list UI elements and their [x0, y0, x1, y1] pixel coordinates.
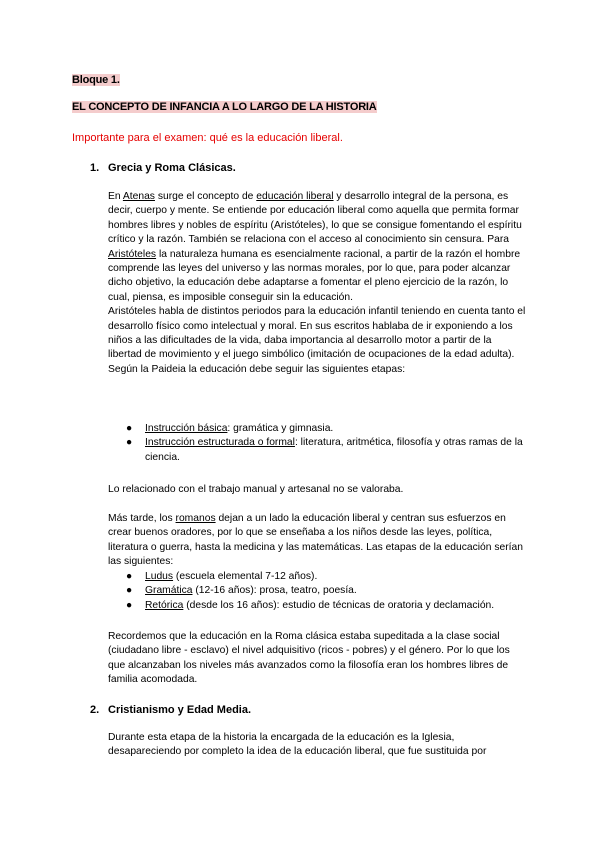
paragraph-roma-clasica: Recordemos que la educación en la Roma clásica estaba supeditada a la clase social (ciudadano libre - esclavo) el nivel adquisitivo (ricos - pobres) y el género. Por lo que los que alcanzaban los niveles más avanzados como la filosofía eran los hombres libres de familia acomodada. — [108, 631, 510, 686]
list-item: ● Instrucción estructurada o formal: literatura, aritmética, filosofía y otras ramas de la ciencia. — [126, 437, 523, 463]
paragraph-atenas: En Atenas surge el concepto de educación liberal y desarrollo integral de la persona, es decir, cuerpo y mente. Se entiende por educación liberal como aquella que permita formar hombres libres y nobles de espíritu (Aristóteles), lo que se consigue fomentando el espíritu crítico y la razón. También se relaciona con el acceso al conocimiento sin censura. Para Aristóteles la naturaleza humana es esencialmente racional, a partir de la razón el hombre comprende las leyes del universo y las normas morales, por lo que, para poder alcanzar dicho objetivo, la educación debe adaptarse a fomentar el pleno ejercicio de la razón, lo cual, piensa, es imposible conseguir sin la educación. — [108, 191, 522, 303]
roman-stages-list — [126, 570, 531, 613]
bullet-icon: ● — [126, 571, 133, 582]
important-note: Importante para el examen: qué es la educación liberal. — [72, 132, 343, 144]
section-2-title: Cristianismo y Edad Media. — [108, 704, 252, 716]
section-1-number: 1. — [90, 162, 100, 174]
paideia-stages-list — [126, 422, 531, 465]
section-1-title: Grecia y Roma Clásicas. — [108, 162, 236, 174]
paragraph-romanos: Más tarde, los romanos dejan a un lado la educación liberal y centran sus esfuerzos en crear buenos oradores, por lo que se enseñaba a los niños desde las leyes, política, literatura o guerra, hasta la medicina y las matemáticas. Las etapas de la educación serían las siguientes: — [108, 513, 523, 568]
bullet-icon: ● — [126, 423, 133, 434]
section-1-body — [108, 190, 528, 377]
atenas-link: Atenas — [122, 191, 155, 202]
paragraph-iglesia: Durante esta etapa de la historia la encargada de la educación es la Iglesia, desapareciendo por completo la idea de la educación liberal, que fue sustituida por — [108, 732, 487, 758]
list-item: ● Gramática (12-16 años): prosa, teatro, poesía. — [126, 584, 531, 598]
list-item: ● Retórica (desde los 16 años): estudio de técnicas de oratoria y declamación. — [126, 599, 531, 613]
list-item: ● Instrucción básica: gramática y gimnasia. — [126, 422, 531, 436]
aristoteles-link: Aristóteles — [108, 248, 157, 260]
bullet-icon: ● — [126, 437, 133, 449]
block-title: Bloque 1. — [72, 74, 120, 86]
section-1-heading — [90, 161, 236, 175]
main-title: EL CONCEPTO DE INFANCIA A LO LARGO DE LA HISTORIA — [72, 101, 377, 113]
bullet-icon: ● — [126, 599, 133, 611]
romanos-link: romanos — [175, 513, 216, 524]
bullet-icon: ● — [126, 585, 133, 597]
educacion-liberal-link: educación liberal — [256, 191, 334, 202]
paragraph-trabajo-manual: Lo relacionado con el trabajo manual y artesanal no se valoraba. — [108, 484, 404, 495]
section-2-heading — [90, 703, 251, 717]
paragraph-paideia: Según la Paideia la educación debe seguir las siguientes etapas: — [108, 363, 406, 375]
list-item: ● Ludus (escuela elemental 7-12 años). — [126, 570, 531, 584]
paragraph-aristoteles-periodos: Aristóteles habla de distintos periodos para la educación infantil teniendo en cuenta tanto el desarrollo físico como intelectual y moral. En sus escritos hablaba de ir exponiendo a los niños a las dificultades de la vida, daba importancia al desarrollo motor a partir de la libertad de movimiento y el juego simbólico (imitación de ocupaciones de la edad adulta). — [108, 306, 526, 361]
section-2-number: 2. — [90, 704, 100, 716]
